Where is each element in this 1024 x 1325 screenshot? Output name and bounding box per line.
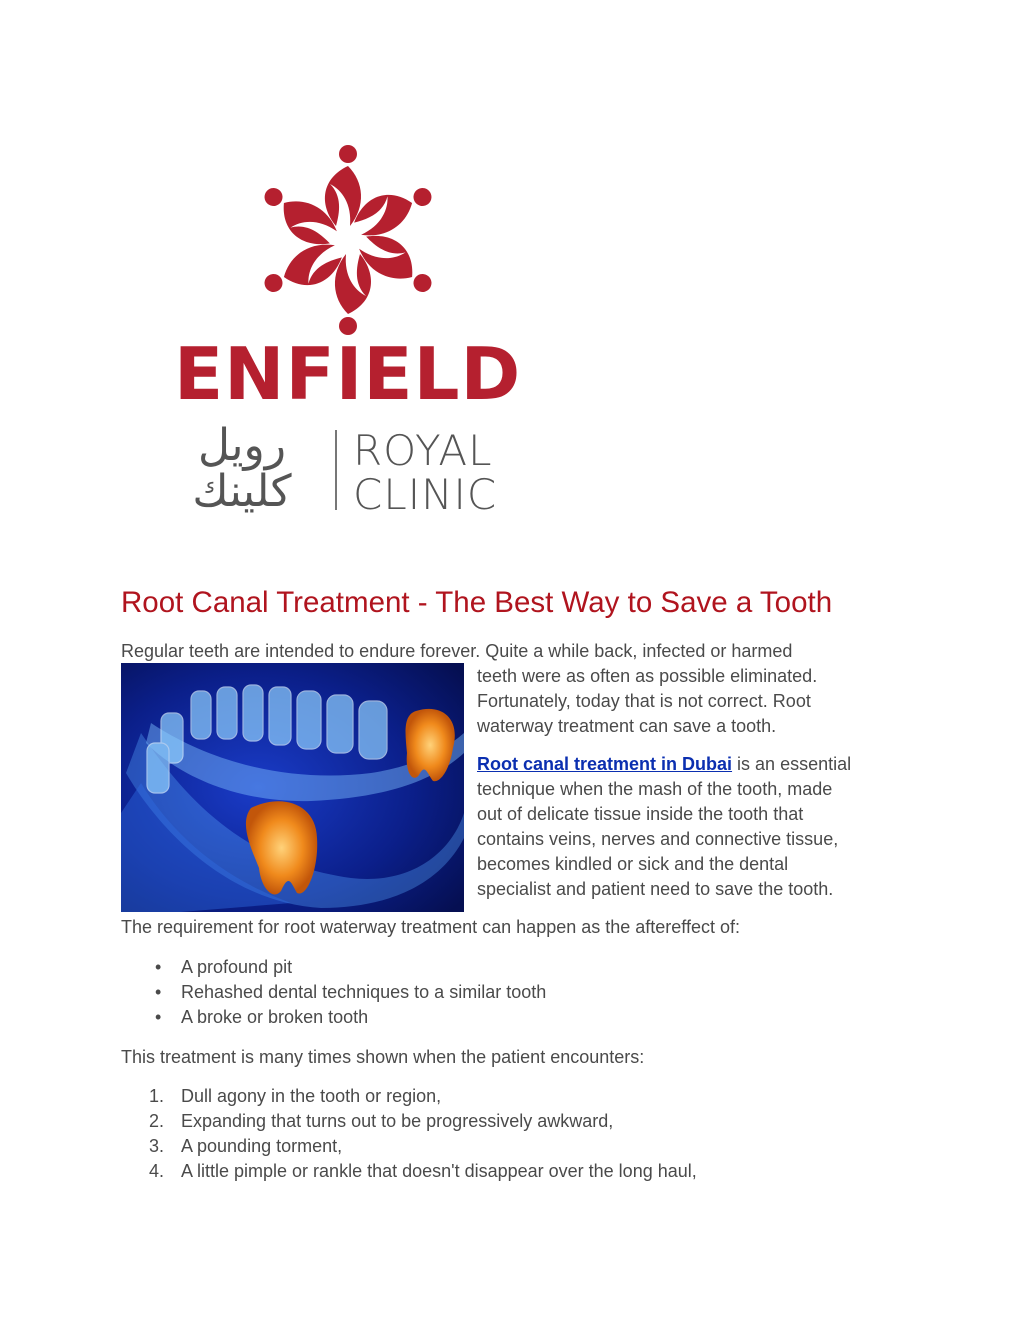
- link-after-text: is an essential: [732, 754, 852, 774]
- list-number: 2.: [149, 1111, 165, 1131]
- article-title: Root Canal Treatment - The Best Way to Save a Tooth: [121, 586, 833, 619]
- intro-wrap: [477, 664, 817, 739]
- intro-wrap-line: waterway treatment can save a tooth.: [477, 716, 777, 736]
- list-item: [121, 1134, 697, 1159]
- symptoms-intro: This treatment is many times shown when the patient encounters:: [121, 1047, 645, 1067]
- symptoms-list: [121, 1084, 697, 1184]
- body-wrap-line: out of delicate tissue inside the tooth that: [477, 804, 804, 824]
- body-wrap-line: contains veins, nerves and connective tissue,: [477, 829, 839, 849]
- body-wrap-line: specialist and patient need to save the tooth.: [477, 879, 834, 899]
- tooth-xray-illustration-icon: [121, 663, 464, 912]
- body-wrap: [477, 752, 851, 902]
- list-text: Dull agony in the tooth or region,: [181, 1086, 442, 1106]
- intro-wrap-line: teeth were as often as possible eliminated.: [477, 666, 818, 686]
- list-item: • Rehashed dental techniques to a similar tooth: [121, 980, 546, 1005]
- list-number: 1.: [149, 1086, 165, 1106]
- list-item: • A profound pit: [121, 955, 546, 980]
- logo-divider: [335, 430, 337, 510]
- list-number: 4.: [149, 1161, 165, 1181]
- causes-list: [121, 955, 546, 1030]
- list-text: A pounding torment,: [181, 1136, 343, 1156]
- list-text: A little pimple or rankle that doesn't disappear over the long haul,: [181, 1161, 697, 1181]
- logo-brand-name: ENFIELD: [174, 332, 522, 416]
- intro-line: Regular teeth are intended to endure forever. Quite a while back, infected or harmed: [121, 641, 793, 661]
- list-item: [121, 1109, 697, 1134]
- body-wrap-line: technique when the mash of the tooth, made: [477, 779, 833, 799]
- list-item: [121, 1159, 697, 1184]
- logo-arabic-line-1: رويل: [197, 420, 287, 471]
- root-canal-dubai-link[interactable]: Root canal treatment in Dubai: [477, 754, 733, 774]
- intro-wrap-line: Fortunately, today that is not correct. Root: [477, 691, 811, 711]
- requirement-text: The requirement for root waterway treatment can happen as the aftereffect of:: [121, 917, 741, 937]
- link-line: [477, 752, 851, 777]
- logo-royal: ROYAL: [353, 426, 493, 475]
- list-item: • A broke or broken tooth: [121, 1005, 546, 1030]
- logo-clinic: CLINIC: [353, 470, 498, 519]
- body-wrap-line: becomes kindled or sick and the dental: [477, 854, 789, 874]
- list-number: 3.: [149, 1136, 165, 1156]
- logo-arabic-line-2: كلينك: [192, 466, 292, 517]
- list-text: Expanding that turns out to be progressively awkward,: [181, 1111, 614, 1131]
- list-item: [121, 1084, 697, 1109]
